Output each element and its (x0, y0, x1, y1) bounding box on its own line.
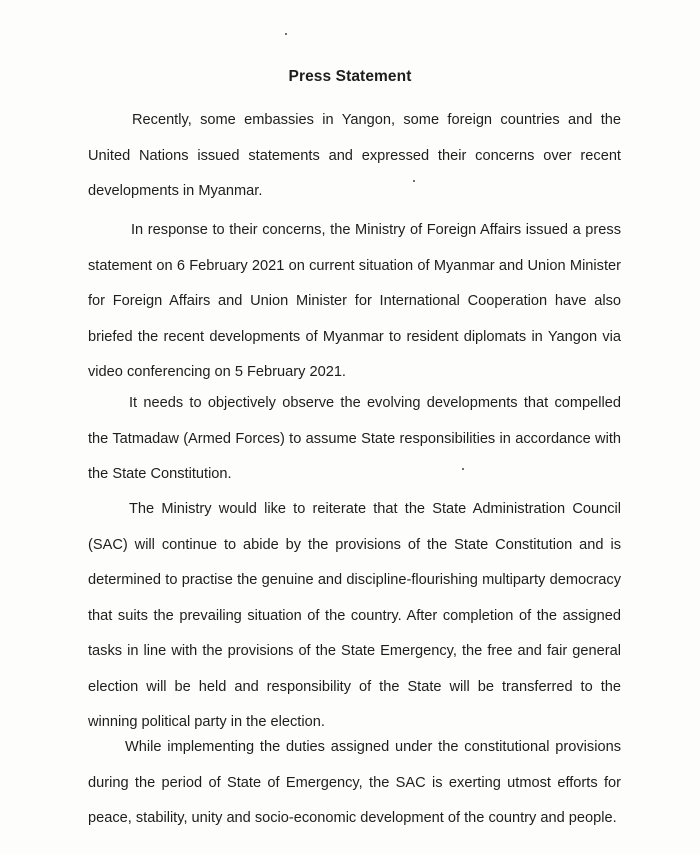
paragraph-3: It needs to objectively observe the evolving developments that compelled the Tatmadaw (Armed Forces) to assume State responsibilities in accordance with the State Constitution. (88, 395, 621, 482)
paragraph-5: While implementing the duties assigned under the constitutional provisions during the period of State of Emergency, the SAC is exerting utmost efforts for peace, stability, unity and socio-economic development of the country and people. (88, 739, 621, 826)
paragraph-2: In response to their concerns, the Ministry of Foreign Affairs issued a press statement on 6 February 2021 on current situation of Myanmar and Union Minister for Foreign Affairs and Union Minister for International Cooperation have also briefed the recent developments of Myanmar to resident diplomats in Yangon via video conferencing on 5 February 2021. (88, 222, 621, 380)
document-title: Press Statement (288, 68, 412, 85)
scan-speck (285, 33, 287, 35)
paragraph-1: Recently, some embassies in Yangon, some foreign countries and the United Nations issued statements and expressed their concerns over recent developments in Myanmar. (88, 112, 621, 199)
paragraph-4: The Ministry would like to reiterate that the State Administration Council (SAC) will continue to abide by the provisions of the State Constitution and is determined to practise the genuine and discipline-flourishing multiparty democracy that suits the prevailing situation of the country. After completion of the assigned tasks in line with the provisions of the State Emergency, the free and fair general election will be held and responsibility of the State will be transferred to the winning political party in the election. (88, 501, 621, 730)
